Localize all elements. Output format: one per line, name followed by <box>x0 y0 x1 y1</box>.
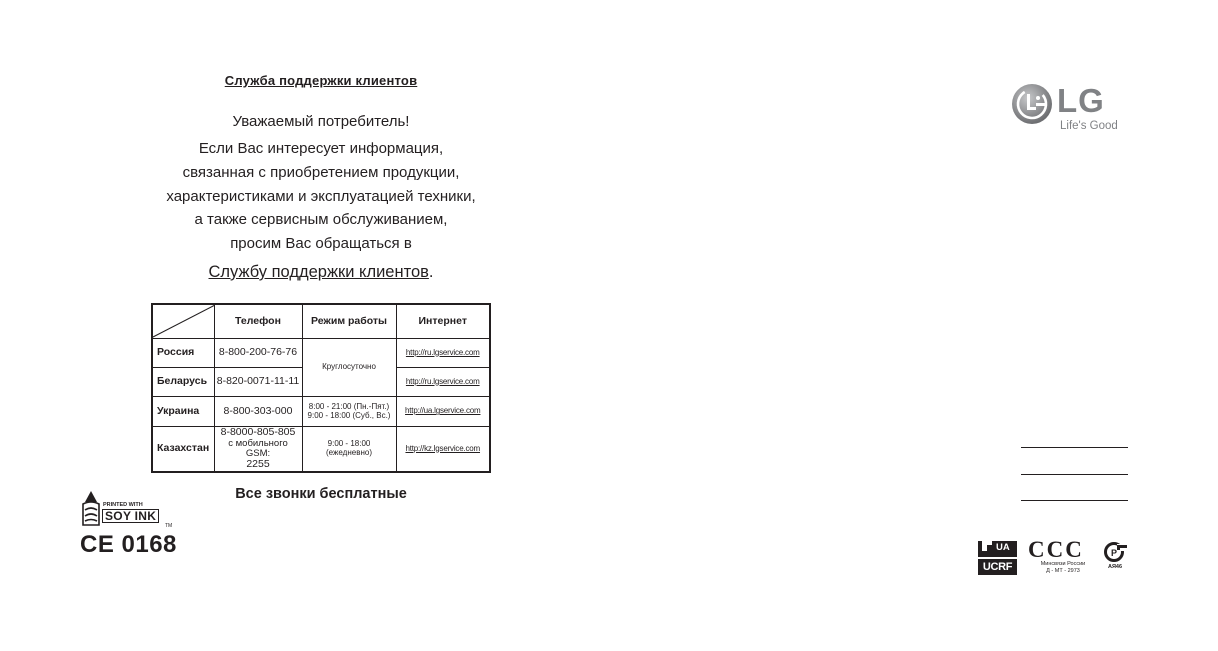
blank-line <box>1021 447 1128 448</box>
header-hours: Режим работы <box>302 304 396 339</box>
soy-leaf-icon <box>81 490 101 526</box>
hours-line: 8:00 - 21:00 (Пн.-Пят.) <box>308 401 390 411</box>
ucrf-mark <box>978 541 1017 575</box>
intro-line: Если Вас интересует информация, <box>198 140 444 157</box>
gost-r-icon <box>1103 542 1127 562</box>
intro-line: а также сервисным обслуживанием, <box>194 211 448 229</box>
hours-line: 9:00 - 18:00 <box>327 439 371 449</box>
lg-wordmark: LG <box>1057 82 1105 119</box>
phone-line: 2255 <box>246 458 270 471</box>
service-name-text: Службу поддержки клиентов <box>208 263 429 281</box>
gost-code: АЯ46 <box>1107 564 1123 570</box>
phone-cell: 8-800-200-76-76 <box>214 339 302 368</box>
hours-cell <box>302 427 396 472</box>
ucrf-ua-text: UA <box>996 542 1010 553</box>
url-link[interactable]: http://ru.lgservice.com <box>396 339 490 368</box>
diagonal-header-cell <box>152 304 214 339</box>
ce-mark <box>80 531 177 559</box>
soy-ink-small-text: PRINTED WITH <box>103 502 143 508</box>
phone-line: 8-8000-805-805 <box>220 426 296 438</box>
free-calls-note: Все звонки бесплатные <box>235 486 407 502</box>
url-link[interactable]: http://kz.lgservice.com <box>396 427 490 472</box>
ce-number: 0168 <box>121 531 177 558</box>
ce-symbol: CE <box>80 531 115 558</box>
table-header-row <box>152 304 490 339</box>
hours-line: (ежедневно) <box>326 447 372 457</box>
header-internet: Интернет <box>396 304 490 339</box>
ccc-caption-line: Минсвязи России <box>1040 561 1086 567</box>
greeting: Уважаемый потребитель! <box>232 113 410 130</box>
blank-line <box>1021 500 1128 501</box>
table-row <box>152 397 490 427</box>
page-title: Служба поддержки клиентов <box>224 73 418 88</box>
country-cell: Россия <box>152 339 214 368</box>
soy-ink-logo <box>81 490 171 530</box>
support-table <box>151 303 491 473</box>
diagonal-line <box>153 305 215 338</box>
hours-cell <box>302 397 396 427</box>
ucrf-text: UCRF <box>978 559 1017 575</box>
blank-line <box>1021 474 1128 475</box>
lg-face-icon <box>1011 83 1053 125</box>
ccc-mark <box>1028 539 1098 575</box>
lg-logo <box>1011 82 1131 138</box>
svg-text:P: P <box>1111 548 1118 558</box>
ccc-letters: CCC <box>1028 537 1084 562</box>
soy-ink-tm: TM <box>165 523 173 529</box>
url-link[interactable]: http://ru.lgservice.com <box>396 368 490 397</box>
url-link[interactable]: http://ua.lgservice.com <box>396 397 490 427</box>
ccc-caption-line: Д - МТ - 2973 <box>1046 568 1080 574</box>
country-cell: Казахстан <box>152 427 214 472</box>
country-cell: Украина <box>152 397 214 427</box>
country-cell: Беларусь <box>152 368 214 397</box>
phone-cell: 8-800-303-000 <box>214 397 302 427</box>
phone-cell <box>214 427 302 472</box>
soy-ink-big-text: SOY INK <box>102 509 159 523</box>
phone-cell: 8-820-0071-11-11 <box>214 368 302 397</box>
header-phone: Телефон <box>214 304 302 339</box>
intro-text <box>150 137 492 256</box>
lg-tagline: Life's Good <box>1060 120 1118 132</box>
service-name <box>150 263 492 282</box>
intro-line: связанная с приобретением продукции, <box>182 163 460 181</box>
service-name-punct: . <box>428 263 434 281</box>
table-row <box>152 427 490 472</box>
hours-cell: Круглосуточно <box>302 339 396 397</box>
table-row <box>152 339 490 368</box>
intro-line: просим Вас обращаться в <box>230 235 412 253</box>
phone-line: с мобильного GSM: <box>228 437 288 459</box>
intro-line: характеристиками и эксплуатацией техники, <box>166 187 476 205</box>
gost-mark <box>1101 542 1129 570</box>
hours-line: 9:00 - 18:00 (Суб., Вс.) <box>307 410 391 420</box>
